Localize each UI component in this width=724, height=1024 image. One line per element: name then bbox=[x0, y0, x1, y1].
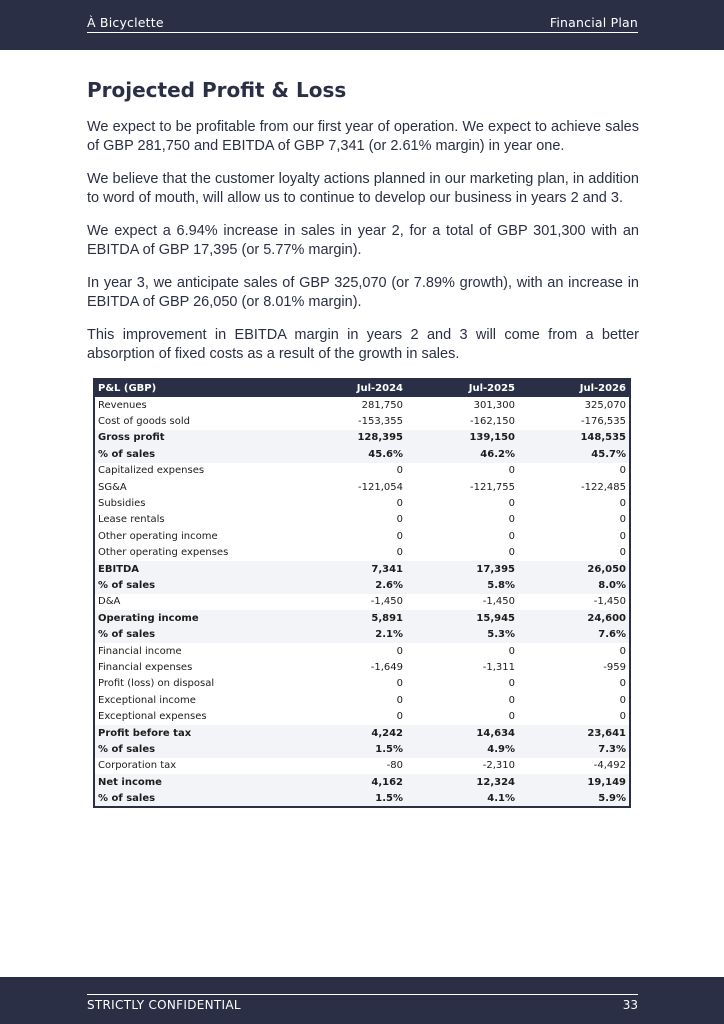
row-label: Capitalized expenses bbox=[98, 465, 205, 477]
paragraph-2: We believe that the customer loyalty actions planned in our marketing plan, in addition to word of mouth, will allow us to continue to develop our business in years 2 and 3. bbox=[87, 171, 639, 206]
table-row bbox=[94, 626, 630, 642]
profit-loss-table bbox=[93, 378, 631, 808]
row-label: Other operating income bbox=[98, 530, 218, 542]
row-label: % of sales bbox=[94, 577, 294, 593]
row-label: Exceptional income bbox=[98, 694, 196, 706]
row-value-year-2: 0 bbox=[508, 694, 515, 706]
row-value-year-1: 2.6% bbox=[294, 577, 406, 593]
row-value-year-2: 0 bbox=[508, 645, 515, 657]
table-row bbox=[94, 561, 630, 577]
row-value-year-1: 281,750 bbox=[361, 399, 403, 411]
row-value-year-3: -122,485 bbox=[581, 481, 626, 493]
table-row bbox=[94, 741, 630, 757]
table-row bbox=[94, 577, 630, 593]
row-value-year-1: 0 bbox=[396, 498, 403, 510]
row-value-year-2: 0 bbox=[508, 465, 515, 477]
table-row bbox=[94, 594, 630, 610]
row-value-year-2: 5.3% bbox=[406, 626, 518, 642]
row-value-year-1: 128,395 bbox=[294, 430, 406, 446]
row-value-year-1: 0 bbox=[396, 711, 403, 723]
row-label: % of sales bbox=[94, 446, 294, 462]
row-value-year-3: 0 bbox=[619, 547, 626, 559]
row-value-year-2: 5.8% bbox=[406, 577, 518, 593]
row-value-year-2: -1,311 bbox=[482, 661, 515, 673]
row-label: % of sales bbox=[94, 741, 294, 757]
table-row bbox=[94, 692, 630, 708]
row-value-year-1: 2.1% bbox=[294, 626, 406, 642]
table-row bbox=[94, 446, 630, 462]
row-label: Lease rentals bbox=[98, 514, 165, 526]
row-value-year-2: 0 bbox=[508, 547, 515, 559]
row-label: % of sales bbox=[94, 790, 294, 806]
row-value-year-3: 0 bbox=[619, 465, 626, 477]
table-row bbox=[94, 545, 630, 561]
row-label: Cost of goods sold bbox=[98, 416, 191, 428]
row-value-year-3: 148,535 bbox=[518, 430, 630, 446]
header-rule bbox=[87, 32, 638, 33]
page-header bbox=[0, 0, 724, 50]
row-value-year-3: 23,641 bbox=[518, 725, 630, 741]
row-value-year-3: 0 bbox=[619, 514, 626, 526]
row-label: Operating income bbox=[94, 610, 294, 626]
row-value-year-3: -959 bbox=[603, 661, 626, 673]
row-value-year-2: 46.2% bbox=[406, 446, 518, 462]
table-header-row bbox=[94, 379, 630, 397]
row-label: Financial expenses bbox=[98, 661, 193, 673]
row-value-year-3: 24,600 bbox=[518, 610, 630, 626]
row-value-year-1: 45.6% bbox=[294, 446, 406, 462]
row-value-year-3: 7.3% bbox=[518, 741, 630, 757]
row-value-year-1: 4,162 bbox=[294, 774, 406, 790]
row-label: Gross profit bbox=[94, 430, 294, 446]
row-value-year-2: 0 bbox=[508, 498, 515, 510]
row-value-year-2: 301,300 bbox=[473, 399, 515, 411]
table-row bbox=[94, 610, 630, 626]
page-footer bbox=[0, 977, 724, 1024]
row-value-year-1: 0 bbox=[396, 694, 403, 706]
row-value-year-3: 0 bbox=[619, 498, 626, 510]
column-header-year-2: Jul-2025 bbox=[406, 379, 518, 397]
row-label: Subsidies bbox=[98, 498, 146, 510]
row-label: Other operating expenses bbox=[98, 547, 229, 559]
row-value-year-1: -121,054 bbox=[358, 481, 403, 493]
paragraph-1: We expect to be profitable from our first year of operation. We expect to achieve sales of GBP 281,750 and EBITDA of GBP 7,341 (or 2.61% margin) in year one. bbox=[87, 119, 639, 154]
row-label: EBITDA bbox=[94, 561, 294, 577]
row-label: Financial income bbox=[98, 645, 182, 657]
row-value-year-3: -4,492 bbox=[593, 760, 626, 772]
row-value-year-2: 12,324 bbox=[406, 774, 518, 790]
row-value-year-1: 0 bbox=[396, 514, 403, 526]
row-value-year-2: 17,395 bbox=[406, 561, 518, 577]
row-value-year-1: 0 bbox=[396, 465, 403, 477]
table-row bbox=[94, 708, 630, 724]
row-value-year-2: -121,755 bbox=[470, 481, 515, 493]
row-value-year-2: 0 bbox=[508, 514, 515, 526]
row-value-year-1: 0 bbox=[396, 678, 403, 690]
row-value-year-2: 15,945 bbox=[406, 610, 518, 626]
row-value-year-2: 139,150 bbox=[406, 430, 518, 446]
row-value-year-2: 0 bbox=[508, 678, 515, 690]
page-title: Projected Profit & Loss bbox=[87, 78, 347, 102]
row-value-year-3: 7.6% bbox=[518, 626, 630, 642]
paragraph-5: This improvement in EBITDA margin in years 2 and 3 will come from a better absorption of fixed costs as a result of the growth in sales. bbox=[87, 327, 639, 362]
row-value-year-3: 19,149 bbox=[518, 774, 630, 790]
table-row bbox=[94, 479, 630, 495]
table-row bbox=[94, 790, 630, 806]
table-row bbox=[94, 397, 630, 413]
table-row bbox=[94, 774, 630, 790]
row-value-year-1: 4,242 bbox=[294, 725, 406, 741]
table-row bbox=[94, 528, 630, 544]
page-number: 33 bbox=[622, 998, 638, 1012]
table-row bbox=[94, 463, 630, 479]
row-value-year-3: 0 bbox=[619, 530, 626, 542]
row-label: Exceptional expenses bbox=[98, 711, 207, 723]
row-value-year-3: 45.7% bbox=[518, 446, 630, 462]
table-row bbox=[94, 643, 630, 659]
row-value-year-2: 14,634 bbox=[406, 725, 518, 741]
row-value-year-1: 1.5% bbox=[294, 790, 406, 806]
row-value-year-1: 0 bbox=[396, 547, 403, 559]
table-row bbox=[94, 659, 630, 675]
table-row bbox=[94, 758, 630, 774]
row-value-year-3: 8.0% bbox=[518, 577, 630, 593]
table-row bbox=[94, 495, 630, 511]
row-value-year-1: 0 bbox=[396, 645, 403, 657]
row-value-year-2: 4.1% bbox=[406, 790, 518, 806]
column-header-label: P&L (GBP) bbox=[94, 379, 294, 397]
table-row bbox=[94, 676, 630, 692]
row-value-year-3: 0 bbox=[619, 694, 626, 706]
row-value-year-3: -1,450 bbox=[593, 596, 626, 608]
row-value-year-3: 26,050 bbox=[518, 561, 630, 577]
table-row bbox=[94, 512, 630, 528]
column-header-year-3: Jul-2026 bbox=[518, 379, 630, 397]
table-row bbox=[94, 725, 630, 741]
row-value-year-2: 4.9% bbox=[406, 741, 518, 757]
row-value-year-3: 325,070 bbox=[584, 399, 626, 411]
row-label: Profit before tax bbox=[94, 725, 294, 741]
table-body bbox=[94, 397, 630, 807]
paragraph-4: In year 3, we anticipate sales of GBP 325,070 (or 7.89% growth), with an increase in EBITDA of GBP 26,050 (or 8.01% margin). bbox=[87, 275, 639, 310]
row-value-year-1: 5,891 bbox=[294, 610, 406, 626]
row-value-year-1: -80 bbox=[386, 760, 403, 772]
row-value-year-1: 1.5% bbox=[294, 741, 406, 757]
confidential-label: STRICTLY CONFIDENTIAL bbox=[87, 998, 241, 1012]
row-value-year-1: -1,649 bbox=[370, 661, 403, 673]
row-value-year-1: -1,450 bbox=[370, 596, 403, 608]
row-label: Revenues bbox=[98, 399, 147, 411]
section-name: Financial Plan bbox=[549, 15, 638, 30]
row-label: Net income bbox=[94, 774, 294, 790]
row-label: Corporation tax bbox=[98, 760, 177, 772]
table-row bbox=[94, 430, 630, 446]
row-value-year-2: -2,310 bbox=[482, 760, 515, 772]
paragraph-3: We expect a 6.94% increase in sales in year 2, for a total of GBP 301,300 with an EBITDA of GBP 17,395 (or 5.77% margin). bbox=[87, 223, 639, 258]
row-label: % of sales bbox=[94, 626, 294, 642]
row-value-year-3: 0 bbox=[619, 711, 626, 723]
row-value-year-3: 5.9% bbox=[518, 790, 630, 806]
brand-name: À Bicyclette bbox=[87, 15, 164, 30]
row-value-year-2: 0 bbox=[508, 711, 515, 723]
row-label: Profit (loss) on disposal bbox=[98, 678, 215, 690]
row-value-year-3: 0 bbox=[619, 678, 626, 690]
row-value-year-1: -153,355 bbox=[358, 416, 403, 428]
row-value-year-2: -162,150 bbox=[470, 416, 515, 428]
row-label: SG&A bbox=[98, 481, 127, 493]
row-value-year-2: 0 bbox=[508, 530, 515, 542]
row-value-year-3: -176,535 bbox=[581, 416, 626, 428]
row-value-year-1: 7,341 bbox=[294, 561, 406, 577]
footer-rule bbox=[87, 994, 638, 995]
table-row bbox=[94, 413, 630, 429]
row-value-year-1: 0 bbox=[396, 530, 403, 542]
row-value-year-3: 0 bbox=[619, 645, 626, 657]
row-label: D&A bbox=[98, 596, 121, 608]
column-header-year-1: Jul-2024 bbox=[294, 379, 406, 397]
row-value-year-2: -1,450 bbox=[482, 596, 515, 608]
